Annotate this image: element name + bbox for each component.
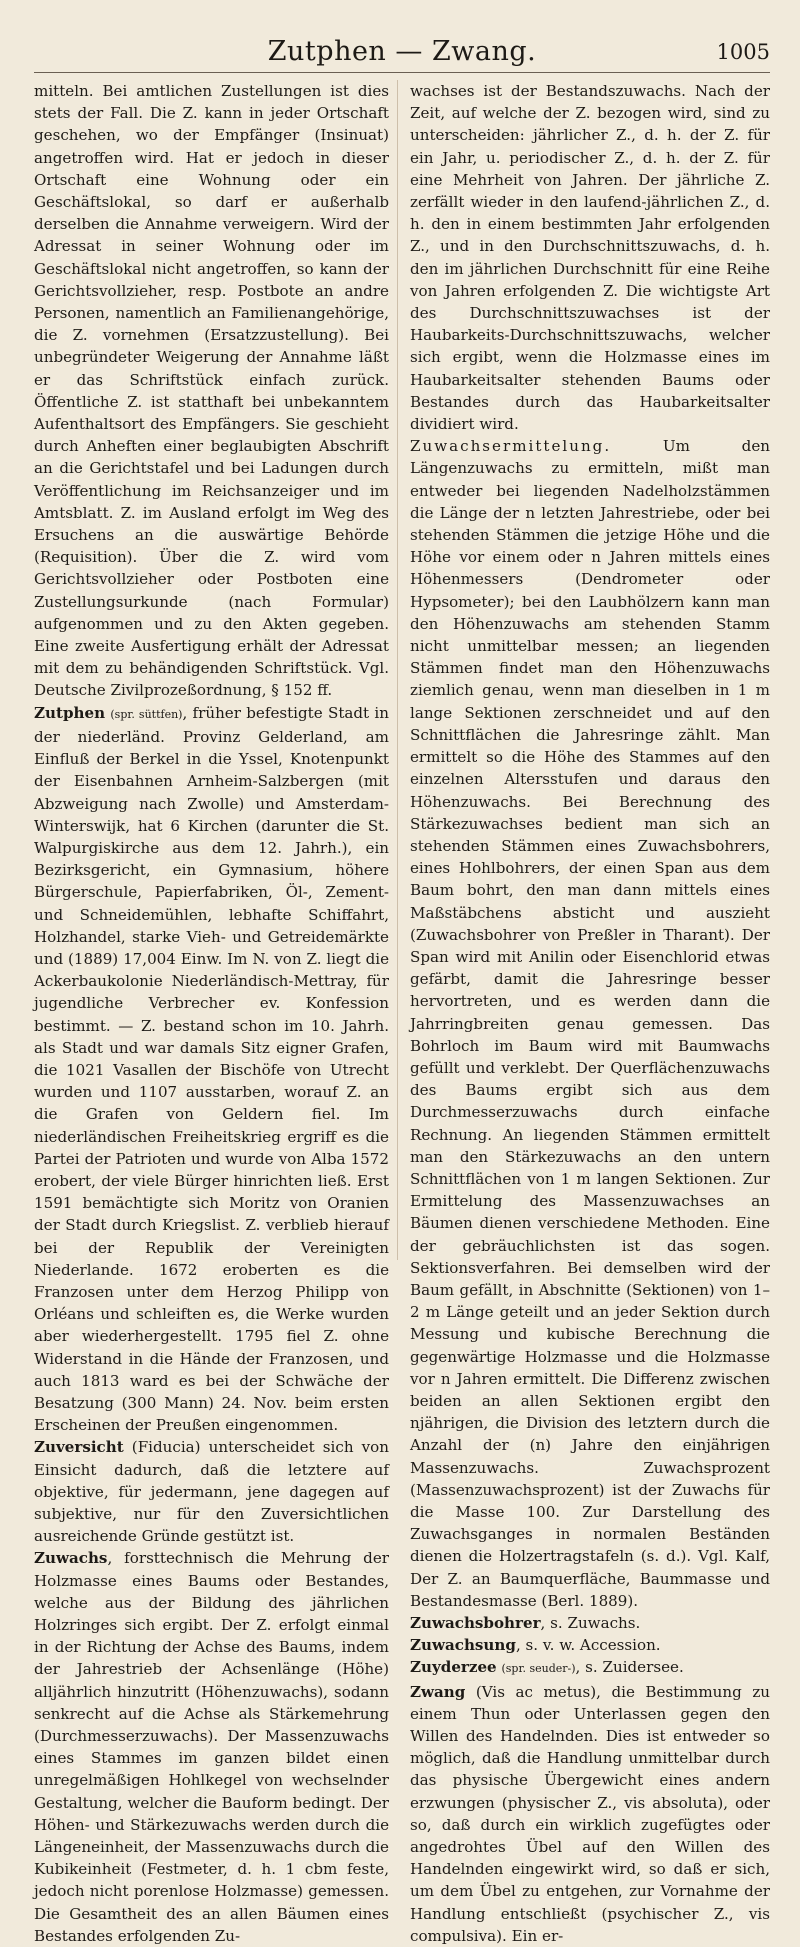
entry-text: , s. Zuidersee. — [575, 1658, 684, 1677]
entry-headword: Zuwachsbohrer — [410, 1614, 541, 1633]
continued-paragraph — [410, 80, 770, 435]
entry-headword: Zuwachsung — [410, 1636, 516, 1655]
entry-text: (Fiducia) unterscheidet sich von Einsicht dadurch, daß die letztere auf objektive, für jedermann, jene dagegen auf subjektive, nur für den Zuversichtlichen ausreichende Gründe gestützt ist. — [34, 1438, 389, 1546]
entry-text: (Vis ac metus), die Bestimmung zu einem Thun oder Unterlassen gegen den Willen des Handelnden. Dies ist entweder so möglich, daß die Handlung unmittelbar durch das physische Übergewicht eines andern erzwungen (physischer Z., vis absoluta), oder so, daß durch ein wirklich zugefügtes oder angedrohtes Übel auf den Willen des Handelnden eingewirkt wird, so daß er sich, um dem Übel zu entgehen, zur Vornahme der Handlung entschließt (psychischer Z., vis compulsiva). Ein er- — [410, 1682, 770, 1945]
entry-headword: Zuyderzee — [410, 1658, 497, 1677]
entry-zuwachsermittelung — [410, 435, 770, 1612]
entry-zuwachsung — [410, 1634, 770, 1656]
entry-headword: Zwang — [410, 1682, 466, 1701]
page-title: Zutphen — Zwang. — [267, 36, 537, 67]
entry-zuyderzee — [410, 1656, 770, 1680]
entry-zuwachsbohrer — [410, 1612, 770, 1634]
entry-text: Um den Längenzuwachs zu ermitteln, mißt man entweder bei liegenden Nadelholzstämmen die Länge der n letzten Jahrestriebe, oder bei stehenden Stämmen die jetzige Höhe und die Höhe vor einem oder n Jahren mittels eines Höhenmessers (Dendrometer oder Hypsometer); bei den Laubhölzern kann man den Höhenzuwachs am stehenden Stamm nicht unmittelbar messen; an liegenden Stämmen findet man den Höhenzuwachs ziemlich genau, wenn man dieselben in 1 m lange Sektionen zerschneidet und auf den Schnittflächen die Jahresringe zählt. Man ermittelt so die Höhe des Stammes auf den einzelnen Altersstufen und daraus den Höhenzuwachs. Bei Berechnung des Stärkezuwachses bedient man sich an stehenden Stämmen eines Zuwachsbohrers, eines Hohlbohrers, der einen Span aus dem Baum bohrt, den man dann mittels eines Maßstäbchens absticht und auszieht (Zuwachsbohrer von Preßler in Tharant). Der Span wird mit Anilin oder Eisenchlorid etwas gefärbt, damit die Jahresringe besser hervortreten, und es werden dann die Jahrringbreiten genau gemessen. Das Bohrloch im Baum wird mit Baumwachs gefüllt und verklebt. Der Querflächenzuwachs des Baums ergibt sich aus dem Durchmesserzuwachs durch einfache Rechnung. An liegenden Stämmen ermittelt man den Stärkezuwachs an den untern Schnittflächen von 1 m langen Sektionen. Zur Ermittelung des Massenzuwachses an Bäumen dienen verschiedene Methoden. Eine der gebräuchlichsten ist das sogen. Sektionsverfahren. Bei demselben wird der Baum gefällt, in Abschnitte (Sektionen) von 1–2 m Länge geteilt und an jeder Sektion durch Messung und kubische Berechnung die gegenwärtige Holzmasse und die Holzmasse vor n Jahren ermittelt. Die Differenz zwischen beiden an allen Sektionen ergibt den njährigen, die Division des letztern durch die Anzahl der (n) Jahre den einjährigen Massenzuwachs. Zuwachsprozent (Massenzuwachsprozent) ist der Zuwachs für die Masse 100. Zur Darstellung des Zuwachsganges in normalen Beständen dienen die Holzertragstafeln (s. d.). Vgl. Kalf, Der Z. an Baumquerfläche, Baummasse und Bestandesmasse (Berl. 1889). — [410, 437, 770, 1610]
entry-zuversicht — [34, 1436, 389, 1547]
entry-zwang — [410, 1681, 770, 1947]
entry-text: , forsttechnisch die Mehrung der Holzmasse eines Baums oder Bestandes, welche aus der Bildung des jährlichen Holzringes sich ergibt. Der Z. erfolgt einmal in der Richtung der Achse des Baums, indem der Jahrestrieb der Achsenlänge (Höhe) alljährlich hinzutritt (Höhenzuwachs), sodann senkrecht auf die Achse als Stärkemehrung (Durchmesserzuwachs). Der Massenzuwachs eines Stammes im ganzen bildet einen unregelmäßigen Hohlkegel von wechselnder Gestaltung, welcher die Bauform bedingt. Der Höhen- und Stärkezuwachs werden durch die Längeneinheit, der Massenzuwachs durch die Kubikeinheit (Festmeter, d. h. 1 cbm feste, jedoch nicht porenlose Holzmasse) gemessen. Die Gesamtheit des an allen Bäumen eines Bestandes erfolgenden Zu- — [34, 1549, 389, 1945]
column-gutter — [397, 80, 398, 1260]
entry-text: , s. v. w. Accession. — [515, 1636, 661, 1655]
left-column — [34, 80, 389, 1945]
page-number: 1005 — [716, 40, 770, 64]
continued-text: wachses ist der Bestandszuwachs. Nach der Zeit, auf welche der Z. bezogen wird, sind zu unterscheiden: jährlicher Z., d. h. der Z. für ein Jahr, u. periodischer Z., d. h. der Z. für eine Mehrheit von Jahren. Der jährliche Z. zerfällt wieder in den laufend-jährlichen Z., d. h. den in einem bestimmten Jahr erfolgenden Z., und in den Durchschnittszuwachs, d. h. den im jährlichen Durchschnitt für eine Reihe von Jahren erfolgenden Z. Die wichtigste Art des Durchschnittszuwachses ist der Haubarkeits-Durchschnittszuwachs, welcher sich ergibt, wenn die Holzmasse eines im Haubarkeitsalter stehenden Baums oder Bestandes durch das Haubarkeitsalter dividiert wird. — [410, 82, 770, 434]
entry-headword: Zutphen — [34, 703, 106, 722]
entry-headword: Zuversicht — [34, 1438, 124, 1457]
page-header — [34, 30, 770, 70]
entry-headword: Zuwachsermittelung. — [410, 437, 612, 456]
entry-text: , s. Zuwachs. — [540, 1614, 641, 1633]
header-rule — [34, 72, 770, 73]
right-column — [410, 80, 770, 1945]
continued-text: mitteln. Bei amtlichen Zustellungen ist dies stets der Fall. Die Z. kann in jeder Ortschaft geschehen, wo der Empfänger (Insinuat) angetroffen wird. Hat er jedoch in dieser Ortschaft eine Wohnung oder ein Geschäftslokal, so darf er außerhalb derselben die Annahme verweigern. Wird der Adressat in seiner Wohnung oder im Geschäftslokal nicht angetroffen, so kann der Gerichtsvollzieher, resp. Postbote an andre Personen, namentlich an Familienangehörige, die Z. vornehmen (Ersatzzustellung). Bei unbegründeter Weigerung der Annahme läßt er das Schriftstück einfach zurück. Öffentliche Z. ist statthaft bei unbekanntem Aufenthaltsort des Empfängers. Sie geschieht durch Anheften einer beglaubigten Abschrift an die Gerichtstafel und bei Ladungen durch Veröffentlichung im Reichsanzeiger und im Amtsblatt. Z. im Ausland erfolgt im Weg des Ersuchens an die auswärtige Behörde (Requisition). Über die Z. wird vom Gerichtsvollzieher oder Postboten eine Zustellungsurkunde (nach Formular) aufgenommen und zu den Akten gegeben. Eine zweite Ausfertigung erhält der Adressat mit dem zu behändigenden Schriftstück. Vgl. Deutsche Zivilprozeßordnung, § 152 ff. — [34, 82, 389, 700]
pronunciation: (spr. süttfen) — [110, 707, 183, 721]
entry-zutphen — [34, 702, 389, 1437]
entry-text: , früher befestigte Stadt in der niederländ. Provinz Gelderland, am Einfluß der Berkel in die Yssel, Knotenpunkt der Eisenbahnen Arnheim-Salzbergen (mit Abzweigung nach Zwolle) und Amsterdam-Winterswijk, hat 6 Kirchen (darunter die St. Walpurgiskirche aus dem 12. Jahrh.), ein Bezirksgericht, ein Gymnasium, höhere Bürgerschule, Papierfabriken, Öl-, Zement- und Schneidemühlen, lebhafte Schiffahrt, Holzhandel, starke Vieh- und Getreidemärkte und (1889) 17,004 Einw. Im N. von Z. liegt die Ackerbaukolonie Niederländisch-Mettray, für jugendliche Verbrecher ev. Konfession bestimmt. — Z. bestand schon im 10. Jahrh. als Stadt und war damals Sitz eigner Grafen, die 1021 Vasallen der Bischöfe von Utrecht wurden und 1107 ausstarben, worauf Z. an die Grafen von Geldern fiel. Im niederländischen Freiheitskrieg ergriff es die Partei der Patrioten und wurde von Alba 1572 erobert, der viele Bürger hinrichten ließ. Erst 1591 bemächtigte sich Moritz von Oranien der Stadt durch Kriegslist. Z. verblieb hierauf bei der Republik der Vereinigten Niederlande. 1672 eroberten es die Franzosen unter dem Herzog Philipp von Orléans und schleiften es, die Werke wurden aber wiederhergestellt. 1795 fiel Z. ohne Widerstand in die Hände der Franzosen, und auch 1813 ward es bei der Schwäche der Besatzung (300 Mann) 24. Nov. beim ersten Erscheinen der Preußen eingenommen. — [34, 703, 389, 1435]
entry-zuwachs — [34, 1547, 389, 1947]
continued-paragraph — [34, 80, 389, 702]
pronunciation: (spr. seuder-) — [501, 1662, 576, 1676]
entry-headword: Zuwachs — [34, 1549, 108, 1568]
